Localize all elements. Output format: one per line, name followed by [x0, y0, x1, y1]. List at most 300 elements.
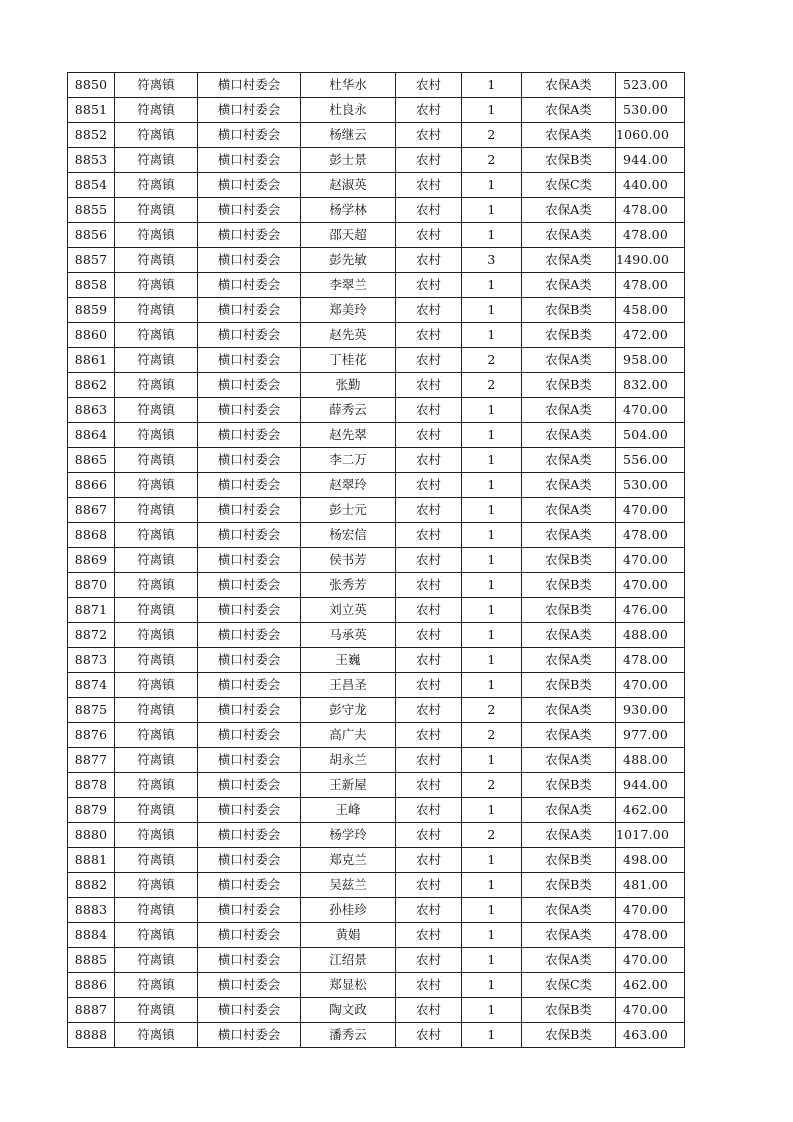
cell-name: 赵淑英: [301, 173, 396, 198]
cell-category: 农保A类: [522, 248, 616, 273]
cell-area: 农村: [396, 398, 462, 423]
cell-amount: 944.00: [616, 773, 685, 798]
cell-category: 农保B类: [522, 548, 616, 573]
cell-town: 符离镇: [115, 348, 198, 373]
cell-name: 张秀芳: [301, 573, 396, 598]
cell-area: 农村: [396, 198, 462, 223]
cell-area: 农村: [396, 823, 462, 848]
cell-persons: 1: [462, 798, 522, 823]
cell-area: 农村: [396, 373, 462, 398]
cell-persons: 1: [462, 523, 522, 548]
table-row: [68, 523, 685, 548]
cell-serial: 8865: [68, 448, 115, 473]
cell-serial: 8878: [68, 773, 115, 798]
cell-name: 杜良永: [301, 98, 396, 123]
cell-persons: 1: [462, 998, 522, 1023]
cell-serial: 8860: [68, 323, 115, 348]
cell-town: 符离镇: [115, 523, 198, 548]
cell-area: 农村: [396, 248, 462, 273]
cell-village: 横口村委会: [198, 673, 301, 698]
cell-persons: 2: [462, 823, 522, 848]
cell-amount: 463.00: [616, 1023, 685, 1048]
table-row: [68, 73, 685, 98]
cell-persons: 1: [462, 223, 522, 248]
cell-town: 符离镇: [115, 598, 198, 623]
cell-persons: 1: [462, 923, 522, 948]
cell-area: 农村: [396, 123, 462, 148]
cell-amount: 523.00: [616, 73, 685, 98]
table-row: [68, 298, 685, 323]
cell-area: 农村: [396, 773, 462, 798]
cell-serial: 8887: [68, 998, 115, 1023]
table-row: [68, 348, 685, 373]
cell-category: 农保A类: [522, 748, 616, 773]
cell-persons: 2: [462, 723, 522, 748]
cell-name: 李二万: [301, 448, 396, 473]
cell-serial: 8879: [68, 798, 115, 823]
cell-amount: 462.00: [616, 798, 685, 823]
table-row: [68, 1023, 685, 1048]
cell-name: 高广夫: [301, 723, 396, 748]
cell-area: 农村: [396, 898, 462, 923]
cell-name: 郑显松: [301, 973, 396, 998]
cell-amount: 488.00: [616, 623, 685, 648]
cell-town: 符离镇: [115, 373, 198, 398]
table-row: [68, 148, 685, 173]
cell-amount: 470.00: [616, 948, 685, 973]
cell-category: 农保A类: [522, 223, 616, 248]
cell-amount: 470.00: [616, 898, 685, 923]
cell-name: 丁桂花: [301, 348, 396, 373]
cell-persons: 2: [462, 773, 522, 798]
table-row: [68, 623, 685, 648]
cell-village: 横口村委会: [198, 148, 301, 173]
cell-area: 农村: [396, 348, 462, 373]
cell-serial: 8882: [68, 873, 115, 898]
cell-persons: 2: [462, 123, 522, 148]
table-row: [68, 998, 685, 1023]
cell-village: 横口村委会: [198, 498, 301, 523]
cell-category: 农保A类: [522, 473, 616, 498]
cell-category: 农保A类: [522, 498, 616, 523]
cell-area: 农村: [396, 923, 462, 948]
cell-village: 横口村委会: [198, 898, 301, 923]
cell-area: 农村: [396, 73, 462, 98]
cell-name: 杨继云: [301, 123, 396, 148]
table-row: [68, 98, 685, 123]
cell-name: 赵先翠: [301, 423, 396, 448]
cell-category: 农保A类: [522, 798, 616, 823]
cell-village: 横口村委会: [198, 573, 301, 598]
cell-amount: 530.00: [616, 98, 685, 123]
cell-amount: 530.00: [616, 473, 685, 498]
cell-serial: 8863: [68, 398, 115, 423]
cell-name: 杨学玲: [301, 823, 396, 848]
cell-area: 农村: [396, 748, 462, 773]
cell-amount: 556.00: [616, 448, 685, 473]
cell-category: 农保B类: [522, 148, 616, 173]
cell-village: 横口村委会: [198, 1023, 301, 1048]
cell-serial: 8853: [68, 148, 115, 173]
cell-amount: 440.00: [616, 173, 685, 198]
cell-village: 横口村委会: [198, 798, 301, 823]
cell-persons: 1: [462, 648, 522, 673]
cell-area: 农村: [396, 673, 462, 698]
cell-amount: 478.00: [616, 648, 685, 673]
cell-village: 横口村委会: [198, 698, 301, 723]
cell-area: 农村: [396, 973, 462, 998]
cell-name: 张勤: [301, 373, 396, 398]
cell-persons: 1: [462, 848, 522, 873]
cell-amount: 470.00: [616, 498, 685, 523]
cell-village: 横口村委会: [198, 198, 301, 223]
cell-amount: 977.00: [616, 723, 685, 748]
cell-town: 符离镇: [115, 573, 198, 598]
cell-persons: 1: [462, 448, 522, 473]
cell-town: 符离镇: [115, 198, 198, 223]
cell-serial: 8866: [68, 473, 115, 498]
cell-name: 彭士景: [301, 148, 396, 173]
cell-village: 横口村委会: [198, 973, 301, 998]
table-row: [68, 598, 685, 623]
cell-category: 农保B类: [522, 598, 616, 623]
cell-town: 符离镇: [115, 748, 198, 773]
cell-area: 农村: [396, 698, 462, 723]
cell-area: 农村: [396, 1023, 462, 1048]
cell-town: 符离镇: [115, 973, 198, 998]
cell-town: 符离镇: [115, 998, 198, 1023]
cell-amount: 498.00: [616, 848, 685, 873]
cell-town: 符离镇: [115, 398, 198, 423]
cell-serial: 8885: [68, 948, 115, 973]
cell-town: 符离镇: [115, 848, 198, 873]
cell-category: 农保A类: [522, 98, 616, 123]
cell-name: 彭士元: [301, 498, 396, 523]
cell-name: 吴兹兰: [301, 873, 396, 898]
cell-serial: 8864: [68, 423, 115, 448]
cell-serial: 8867: [68, 498, 115, 523]
cell-town: 符离镇: [115, 148, 198, 173]
cell-area: 农村: [396, 523, 462, 548]
cell-name: 杨学林: [301, 198, 396, 223]
cell-area: 农村: [396, 573, 462, 598]
cell-village: 横口村委会: [198, 873, 301, 898]
cell-persons: 1: [462, 673, 522, 698]
cell-area: 农村: [396, 98, 462, 123]
cell-amount: 470.00: [616, 998, 685, 1023]
cell-village: 横口村委会: [198, 623, 301, 648]
cell-village: 横口村委会: [198, 373, 301, 398]
cell-category: 农保B类: [522, 998, 616, 1023]
cell-amount: 478.00: [616, 198, 685, 223]
cell-amount: 478.00: [616, 273, 685, 298]
table-row: [68, 798, 685, 823]
cell-town: 符离镇: [115, 298, 198, 323]
cell-amount: 476.00: [616, 598, 685, 623]
cell-amount: 944.00: [616, 148, 685, 173]
cell-serial: 8872: [68, 623, 115, 648]
cell-area: 农村: [396, 948, 462, 973]
cell-category: 农保B类: [522, 848, 616, 873]
cell-category: 农保A类: [522, 273, 616, 298]
cell-category: 农保A类: [522, 648, 616, 673]
cell-serial: 8871: [68, 598, 115, 623]
cell-town: 符离镇: [115, 623, 198, 648]
cell-persons: 3: [462, 248, 522, 273]
cell-name: 黄娟: [301, 923, 396, 948]
table-row: [68, 123, 685, 148]
cell-village: 横口村委会: [198, 473, 301, 498]
cell-serial: 8856: [68, 223, 115, 248]
cell-town: 符离镇: [115, 548, 198, 573]
cell-area: 农村: [396, 223, 462, 248]
cell-village: 横口村委会: [198, 298, 301, 323]
cell-town: 符离镇: [115, 173, 198, 198]
cell-village: 横口村委会: [198, 123, 301, 148]
table-row: [68, 848, 685, 873]
cell-name: 郑美玲: [301, 298, 396, 323]
cell-name: 王峰: [301, 798, 396, 823]
cell-amount: 958.00: [616, 348, 685, 373]
table-row: [68, 673, 685, 698]
cell-town: 符离镇: [115, 723, 198, 748]
cell-town: 符离镇: [115, 1023, 198, 1048]
cell-serial: 8869: [68, 548, 115, 573]
table-row: [68, 498, 685, 523]
cell-serial: 8888: [68, 1023, 115, 1048]
cell-amount: 930.00: [616, 698, 685, 723]
cell-persons: 1: [462, 98, 522, 123]
table-body: [68, 73, 685, 1048]
table-row: [68, 698, 685, 723]
cell-town: 符离镇: [115, 823, 198, 848]
cell-serial: 8870: [68, 573, 115, 598]
cell-category: 农保B类: [522, 573, 616, 598]
cell-category: 农保A类: [522, 823, 616, 848]
cell-persons: 1: [462, 498, 522, 523]
cell-town: 符离镇: [115, 923, 198, 948]
table-row: [68, 948, 685, 973]
cell-name: 陶文政: [301, 998, 396, 1023]
cell-village: 横口村委会: [198, 998, 301, 1023]
table-row: [68, 923, 685, 948]
cell-amount: 832.00: [616, 373, 685, 398]
table-row: [68, 473, 685, 498]
cell-category: 农保C类: [522, 173, 616, 198]
cell-persons: 1: [462, 323, 522, 348]
table-row: [68, 748, 685, 773]
cell-town: 符离镇: [115, 223, 198, 248]
cell-village: 横口村委会: [198, 248, 301, 273]
cell-name: 王巍: [301, 648, 396, 673]
table-row: [68, 273, 685, 298]
cell-amount: 478.00: [616, 923, 685, 948]
cell-name: 薛秀云: [301, 398, 396, 423]
cell-village: 横口村委会: [198, 173, 301, 198]
cell-name: 胡永兰: [301, 748, 396, 773]
cell-serial: 8850: [68, 73, 115, 98]
table-row: [68, 173, 685, 198]
cell-area: 农村: [396, 273, 462, 298]
cell-town: 符离镇: [115, 98, 198, 123]
cell-amount: 470.00: [616, 398, 685, 423]
cell-category: 农保B类: [522, 673, 616, 698]
cell-town: 符离镇: [115, 673, 198, 698]
cell-village: 横口村委会: [198, 648, 301, 673]
cell-serial: 8851: [68, 98, 115, 123]
cell-name: 孙桂珍: [301, 898, 396, 923]
cell-village: 横口村委会: [198, 723, 301, 748]
cell-town: 符离镇: [115, 498, 198, 523]
cell-town: 符离镇: [115, 648, 198, 673]
cell-amount: 458.00: [616, 298, 685, 323]
cell-persons: 1: [462, 298, 522, 323]
cell-category: 农保A类: [522, 448, 616, 473]
cell-village: 横口村委会: [198, 848, 301, 873]
table-row: [68, 973, 685, 998]
cell-town: 符离镇: [115, 798, 198, 823]
cell-name: 王昌圣: [301, 673, 396, 698]
cell-name: 杨宏信: [301, 523, 396, 548]
cell-persons: 1: [462, 948, 522, 973]
cell-town: 符离镇: [115, 323, 198, 348]
cell-village: 横口村委会: [198, 523, 301, 548]
cell-village: 横口村委会: [198, 398, 301, 423]
cell-area: 农村: [396, 648, 462, 673]
table-row: [68, 648, 685, 673]
table-row: [68, 873, 685, 898]
cell-area: 农村: [396, 448, 462, 473]
cell-persons: 2: [462, 148, 522, 173]
cell-amount: 481.00: [616, 873, 685, 898]
cell-serial: 8875: [68, 698, 115, 723]
cell-town: 符离镇: [115, 773, 198, 798]
cell-area: 农村: [396, 473, 462, 498]
cell-area: 农村: [396, 498, 462, 523]
cell-name: 彭先敏: [301, 248, 396, 273]
cell-persons: 1: [462, 873, 522, 898]
cell-area: 农村: [396, 598, 462, 623]
cell-category: 农保B类: [522, 873, 616, 898]
cell-persons: 1: [462, 548, 522, 573]
cell-name: 邵天超: [301, 223, 396, 248]
cell-amount: 504.00: [616, 423, 685, 448]
cell-serial: 8852: [68, 123, 115, 148]
cell-serial: 8880: [68, 823, 115, 848]
cell-category: 农保B类: [522, 773, 616, 798]
cell-name: 郑克兰: [301, 848, 396, 873]
cell-area: 农村: [396, 848, 462, 873]
cell-amount: 470.00: [616, 673, 685, 698]
cell-town: 符离镇: [115, 698, 198, 723]
cell-category: 农保A类: [522, 948, 616, 973]
cell-area: 农村: [396, 998, 462, 1023]
cell-town: 符离镇: [115, 898, 198, 923]
cell-category: 农保A类: [522, 723, 616, 748]
cell-serial: 8855: [68, 198, 115, 223]
cell-area: 农村: [396, 548, 462, 573]
cell-amount: 462.00: [616, 973, 685, 998]
cell-village: 横口村委会: [198, 923, 301, 948]
cell-area: 农村: [396, 173, 462, 198]
cell-village: 横口村委会: [198, 73, 301, 98]
cell-town: 符离镇: [115, 873, 198, 898]
cell-area: 农村: [396, 148, 462, 173]
table-row: [68, 398, 685, 423]
cell-persons: 1: [462, 898, 522, 923]
cell-village: 横口村委会: [198, 548, 301, 573]
cell-village: 横口村委会: [198, 448, 301, 473]
cell-serial: 8862: [68, 373, 115, 398]
cell-name: 侯书芳: [301, 548, 396, 573]
cell-town: 符离镇: [115, 423, 198, 448]
cell-village: 横口村委会: [198, 323, 301, 348]
table-row: [68, 773, 685, 798]
cell-persons: 1: [462, 573, 522, 598]
cell-name: 赵先英: [301, 323, 396, 348]
table-row: [68, 248, 685, 273]
cell-amount: 488.00: [616, 748, 685, 773]
cell-serial: 8868: [68, 523, 115, 548]
cell-serial: 8874: [68, 673, 115, 698]
cell-persons: 2: [462, 373, 522, 398]
cell-persons: 1: [462, 973, 522, 998]
cell-town: 符离镇: [115, 448, 198, 473]
cell-persons: 1: [462, 748, 522, 773]
cell-town: 符离镇: [115, 248, 198, 273]
table-row: [68, 223, 685, 248]
cell-town: 符离镇: [115, 948, 198, 973]
cell-serial: 8876: [68, 723, 115, 748]
cell-category: 农保A类: [522, 398, 616, 423]
table-row: [68, 723, 685, 748]
allowance-table: [67, 72, 685, 1048]
cell-area: 农村: [396, 623, 462, 648]
cell-persons: 1: [462, 473, 522, 498]
cell-name: 马承英: [301, 623, 396, 648]
cell-category: 农保A类: [522, 348, 616, 373]
cell-serial: 8886: [68, 973, 115, 998]
cell-persons: 1: [462, 73, 522, 98]
cell-amount: 470.00: [616, 573, 685, 598]
table-row: [68, 573, 685, 598]
cell-persons: 1: [462, 598, 522, 623]
cell-area: 农村: [396, 298, 462, 323]
cell-name: 杜华水: [301, 73, 396, 98]
cell-amount: 470.00: [616, 548, 685, 573]
cell-serial: 8857: [68, 248, 115, 273]
cell-name: 李翠兰: [301, 273, 396, 298]
cell-persons: 2: [462, 348, 522, 373]
cell-village: 横口村委会: [198, 98, 301, 123]
cell-serial: 8881: [68, 848, 115, 873]
cell-category: 农保A类: [522, 423, 616, 448]
cell-persons: 2: [462, 698, 522, 723]
cell-serial: 8884: [68, 923, 115, 948]
cell-serial: 8873: [68, 648, 115, 673]
cell-area: 农村: [396, 723, 462, 748]
cell-category: 农保A类: [522, 73, 616, 98]
cell-category: 农保A类: [522, 523, 616, 548]
cell-name: 刘立英: [301, 598, 396, 623]
cell-amount: 472.00: [616, 323, 685, 348]
cell-village: 横口村委会: [198, 223, 301, 248]
table-row: [68, 448, 685, 473]
cell-persons: 1: [462, 1023, 522, 1048]
table-row: [68, 423, 685, 448]
cell-persons: 1: [462, 623, 522, 648]
cell-serial: 8883: [68, 898, 115, 923]
